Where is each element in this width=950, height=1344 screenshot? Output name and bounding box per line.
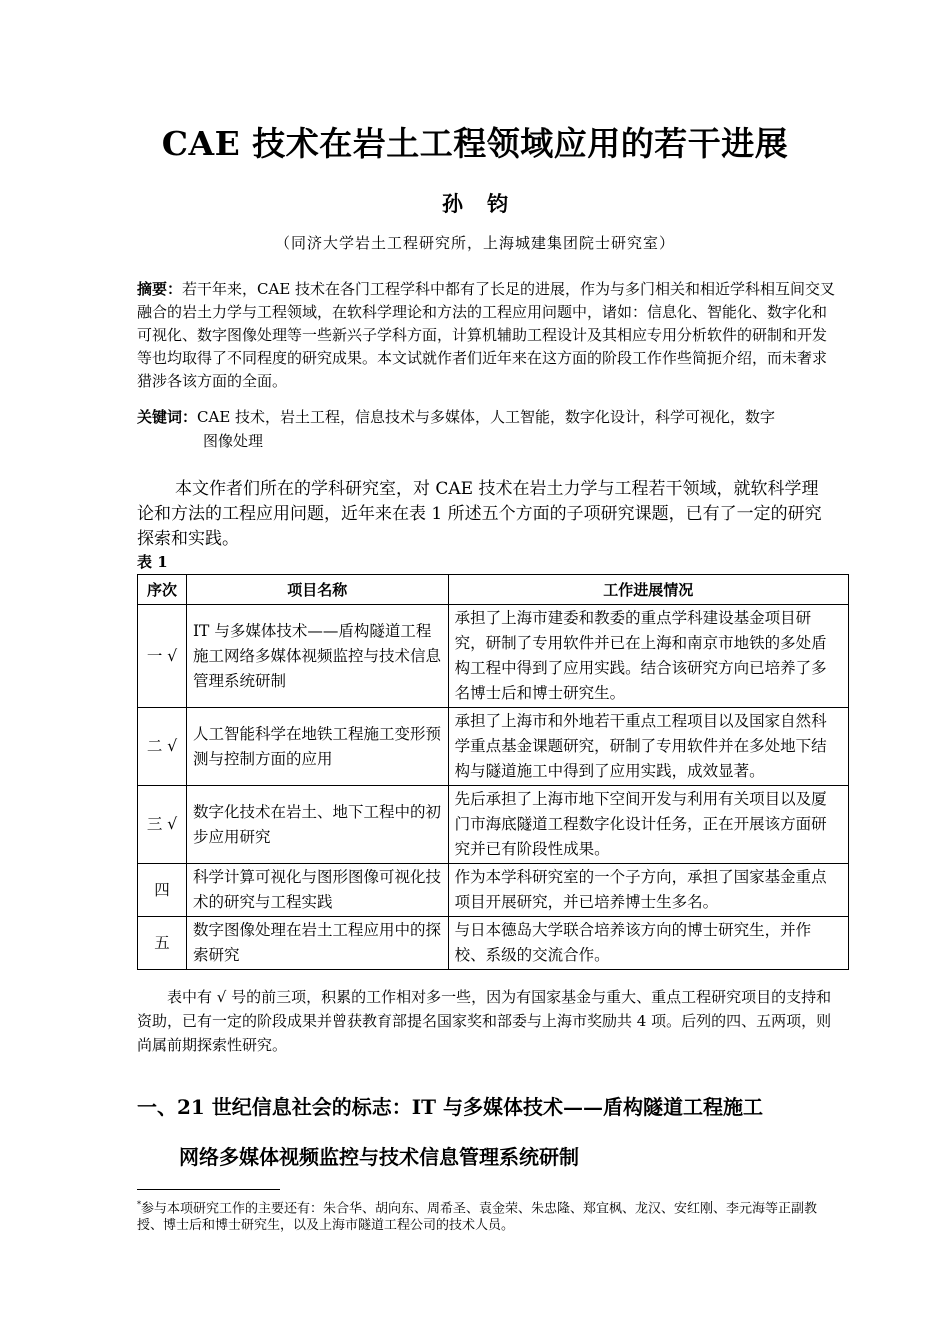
row-seq: 五 bbox=[138, 917, 187, 970]
footnote-text: 参与本项研究工作的主要还有：朱合华、胡向东、周希圣、袁金荣、朱忠隆、郑宜枫、龙汉、安红刚、李元海等正副教授、博士后和博士研究生，以及上海市隧道工程公司的技术人员。 bbox=[137, 1201, 818, 1234]
keywords-label: 关键词： bbox=[137, 408, 198, 426]
after-table-paragraph: 表中有 √ 号的前三项，积累的工作相对多一些，因为有国家基金与重大、重点工程研究项目的支持和资助，已有一定的阶段成果并曾获教育部提名国家奖和部委与上海市奖励共 4 项。后列的四、五两项，则尚属前期探索性研究。 bbox=[137, 988, 832, 1054]
row-progress: 先后承担了上海市地下空间开发与利用有关项目以及厦门市海底隧道工程数字化设计任务，正在开展该方面研究并已有阶段性成果。 bbox=[448, 786, 848, 864]
row-name: 人工智能科学在地铁工程施工变形预测与控制方面的应用 bbox=[186, 708, 448, 786]
author-name bbox=[0, 188, 950, 218]
keywords bbox=[137, 405, 837, 453]
table-row bbox=[138, 864, 849, 917]
intro-paragraph: 本文作者们所在的学科研究室，对 CAE 技术在岩土力学与工程若干领域，就软科学理论和方法的工程应用问题，近年来在表 1 所述五个方面的子项研究课题，已有了一定的研究探索和实践。 bbox=[137, 479, 822, 549]
abstract-text: 若干年来，CAE 技术在各门工程学科中都有了长足的进展，作为与多门相关和相近学科相互间交叉融合的岩土力学与工程领域，在软科学理论和方法的工程应用问题中，诸如：信息化、智能化、数字化和可视化、数字图像处理等一些新兴子学科方面，计算机辅助工程设计及其相应专用分析软件的研制和开发等也均取得了不同程度的研究成果。本文试就作者们近年来在这方面的阶段工作作些简扼介绍，而未奢求猎涉各该方面的全面。 bbox=[137, 280, 836, 390]
affiliation: （同济大学岩土工程研究所，上海城建集团院士研究室） bbox=[274, 234, 675, 252]
row-seq: 二 √ bbox=[138, 708, 187, 786]
row-name: IT 与多媒体技术——盾构隧道工程施工网络多媒体视频监控与技术信息管理系统研制 bbox=[186, 605, 448, 708]
paper-title: CAE 技术在岩土工程领域应用的若干进展 bbox=[161, 124, 789, 163]
table-header-row bbox=[138, 575, 849, 605]
keywords-line1: CAE 技术，岩土工程，信息技术与多媒体，人工智能，数字化设计，科学可视化，数字 bbox=[197, 408, 776, 426]
table-row bbox=[138, 786, 849, 864]
table-caption: 表 1 bbox=[137, 553, 168, 571]
row-seq: 一 √ bbox=[138, 605, 187, 708]
row-seq: 三 √ bbox=[138, 786, 187, 864]
abstract-label: 摘要： bbox=[137, 280, 183, 298]
table-row bbox=[138, 708, 849, 786]
row-name: 数字化技术在岩土、地下工程中的初步应用研究 bbox=[186, 786, 448, 864]
row-progress: 作为本学科研究室的一个子方向，承担了国家基金重点项目开展研究，并已培养博士生多名。 bbox=[448, 864, 848, 917]
footnote bbox=[137, 1196, 837, 1234]
header-progress: 工作进展情况 bbox=[448, 575, 848, 605]
header-name: 项目名称 bbox=[186, 575, 448, 605]
row-name: 科学计算可视化与图形图像可视化技术的研究与工程实践 bbox=[186, 864, 448, 917]
row-progress: 与日本德岛大学联合培养该方向的博士研究生，并作校、系级的交流合作。 bbox=[448, 917, 848, 970]
footnote-divider bbox=[137, 1189, 280, 1190]
row-progress: 承担了上海市建委和教委的重点学科建设基金项目研究，研制了专用软件并已在上海和南京市地铁的多处盾构工程中得到了应用实践。结合该研究方向已培养了多名博士后和博士研究生。 bbox=[448, 605, 848, 708]
author-given-name: 钧 bbox=[487, 191, 508, 216]
row-name: 数字图像处理在岩土工程应用中的探索研究 bbox=[186, 917, 448, 970]
keywords-line2: 图像处理 bbox=[203, 432, 264, 450]
footnote-marker: * bbox=[137, 1200, 141, 1209]
author-surname: 孙 bbox=[442, 191, 463, 216]
row-seq: 四 bbox=[138, 864, 187, 917]
abstract bbox=[137, 278, 837, 393]
progress-table bbox=[137, 574, 849, 970]
header-seq: 序次 bbox=[138, 575, 187, 605]
section-heading-line1: 一、21 世纪信息社会的标志：IT 与多媒体技术——盾构隧道工程施工 bbox=[137, 1095, 763, 1119]
section-heading bbox=[137, 1082, 857, 1182]
table-row bbox=[138, 605, 849, 708]
table-row bbox=[138, 917, 849, 970]
section-heading-line2: 网络多媒体视频监控与技术信息管理系统研制 bbox=[179, 1145, 579, 1169]
row-progress: 承担了上海市和外地若干重点工程项目以及国家自然科学重点基金课题研究，研制了专用软件并在多处地下结构与隧道施工中得到了应用实践，成效显著。 bbox=[448, 708, 848, 786]
